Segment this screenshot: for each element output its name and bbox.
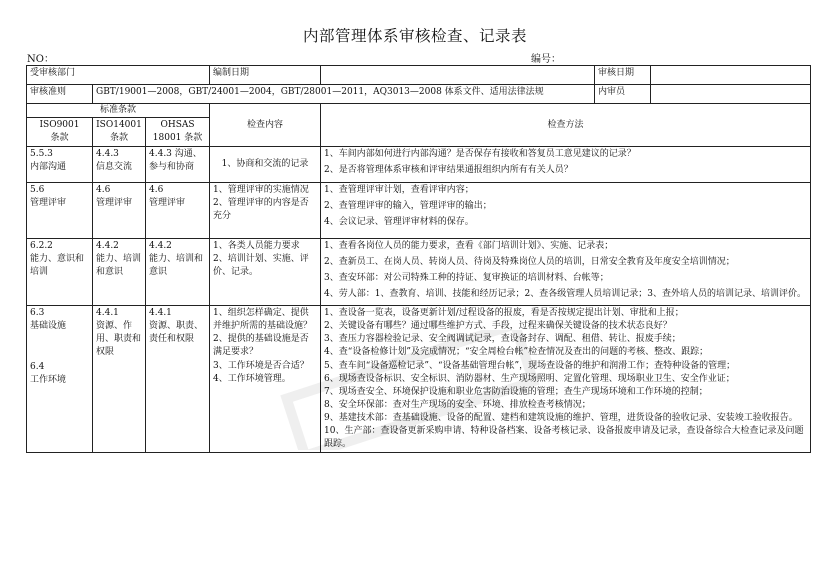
audit-record-table <box>26 65 811 453</box>
iso9001-cell: 6.3 基础设施 6.4 工作环境 <box>27 306 93 453</box>
ohsas-cell: 4.4.2 能力、培训和意识 <box>146 239 210 306</box>
table-row <box>27 306 811 453</box>
method-header: 检查方法 <box>321 104 811 147</box>
iso9001-cell: 5.6 管理评审 <box>27 183 93 239</box>
record-number-label: 编号： <box>531 54 561 65</box>
audit-date-label: 审核日期 <box>595 66 651 85</box>
content-cell: 1、管理评审的实施情况 2、管理评审的内容是否充分 <box>210 183 321 239</box>
content-cell: 1、组织怎样确定、提供并维护所需的基础设施？ 2、提供的基础设施是否满足要求？ 3、工作环境是否合适？ 4、工作环境管理。 <box>210 306 321 453</box>
content-header: 检查内容 <box>210 104 321 147</box>
auditor-label: 内审员 <box>595 85 651 104</box>
column-header-row-1 <box>27 104 811 118</box>
content-cell: 1、协商和交流的记录 <box>210 147 321 183</box>
info-row-criteria <box>27 85 811 104</box>
table-row <box>27 147 811 183</box>
ohsas-cell: 4.4.1 资源、职责、责任和权限 <box>146 306 210 453</box>
info-row-dept <box>27 66 811 85</box>
compile-date-field[interactable] <box>321 66 595 85</box>
table-row <box>27 239 811 306</box>
iso14001-header: ISO14001 条款 <box>93 118 146 147</box>
ohsas-cell: 4.6 管理评审 <box>146 183 210 239</box>
table-row <box>27 183 811 239</box>
iso14001-cell: 4.4.3 信息交流 <box>93 147 146 183</box>
iso9001-cell: 6.2.2 能力、意识和培训 <box>27 239 93 306</box>
record-no-label: NO： <box>27 54 54 65</box>
audit-date-field[interactable] <box>651 66 811 85</box>
ohsas-cell: 4.4.3 沟通、 参与和协商 <box>146 147 210 183</box>
method-cell: 1、查设备一览表，设备更新计划/过程设备的报废，看是否按规定提出计划、审批和上报； 2、关键设备有哪些？通过哪些维护方式、手段，过程来确保关键设备的技术状态良好？ 3、查压力容器检验记录、安全阀调试记录，查设备封存、调配、租借、转让、报废手续； 4、查“设备检修计划”及完成情况；“安全周检台帐”检查情况及查出的问题的考核、整改、跟踪； 5、查车间“设备巡检记录”、“设备基础管理台帐”，现场查设备的维护和润滑工作；查特种设备的管理； 6、现场查设备标识、安全标识、消防器材、生产现场照明、定置化管理、现场职业卫生、安全作业证； 7、现场查安全、环境保护设施和职业危害防治设施的管理；查生产现场环境和工作环境的控制； 8、安全环保部：查对生产现场的安全、环境、排放检查考核情况； 9、基建技术部：查基础设施、设备的配置、建档和建筑设施的维护、管理，进货设备的验收记录、安装竣工验收报告。 10、生产部：查设备更新采购申请、特种设备档案、设备考核记录、设备报废申请及记录，查设备综合大检查记录及问题跟踪。 <box>321 306 811 453</box>
iso9001-header: ISO9001 条款 <box>27 118 93 147</box>
criteria-label: 审核准则 <box>27 85 93 104</box>
content-cell: 1、各类人员能力要求 2、培训计划、实施、评价、记录。 <box>210 239 321 306</box>
method-cell: 1、车间内部如何进行内部沟通？是否保存有接收和答复员工意见建议的记录？ 2、是否将管理体系审核和评审结果通报组织内所有有关人员？ <box>321 147 811 183</box>
iso14001-cell: 4.4.2 能力、培训和意识 <box>93 239 146 306</box>
method-cell: 1、查管理评审计划，查看评审内容； 2、查管理评审的输入，管理评审的输出； 4、会议记录、管理评审材料的保存。 <box>321 183 811 239</box>
method-cell: 1、查看各岗位人员的能力要求，查看《部门培训计划》、实施、记录表； 2、查新员工、在岗人员、转岗人员、待岗及特殊岗位人员的培训，日常安全教育及年度安全培训情况； 3、查安环部：对公司特殊工种的持证、复审换证的培训材料、台帐等； 4、劳人部：1、查教育、培训、技能和经历记录；2、查各级管理人员培训记录；3、查外培人员的培训记录、培训评价。 <box>321 239 811 306</box>
audited-dept-label: 受审核部门 <box>27 66 210 85</box>
standard-clause-header: 标准条款 <box>27 104 210 118</box>
ohsas-header: OHSAS 18001 条款 <box>146 118 210 147</box>
criteria-value: GBT/19001—2008，GBT/24001—2004，GBT/28001—2011，AQ3013—2008 体系文件、适用法律法规 <box>93 85 595 104</box>
iso14001-cell: 4.4.1 资源、作用、职责和权限 <box>93 306 146 453</box>
iso9001-cell: 5.5.3 内部沟通 <box>27 147 93 183</box>
form-title: 内部管理体系审核检查、记录表 <box>302 27 527 45</box>
auditor-field[interactable] <box>651 85 811 104</box>
compile-date-label: 编制日期 <box>210 66 321 85</box>
iso14001-cell: 4.6 管理评审 <box>93 183 146 239</box>
